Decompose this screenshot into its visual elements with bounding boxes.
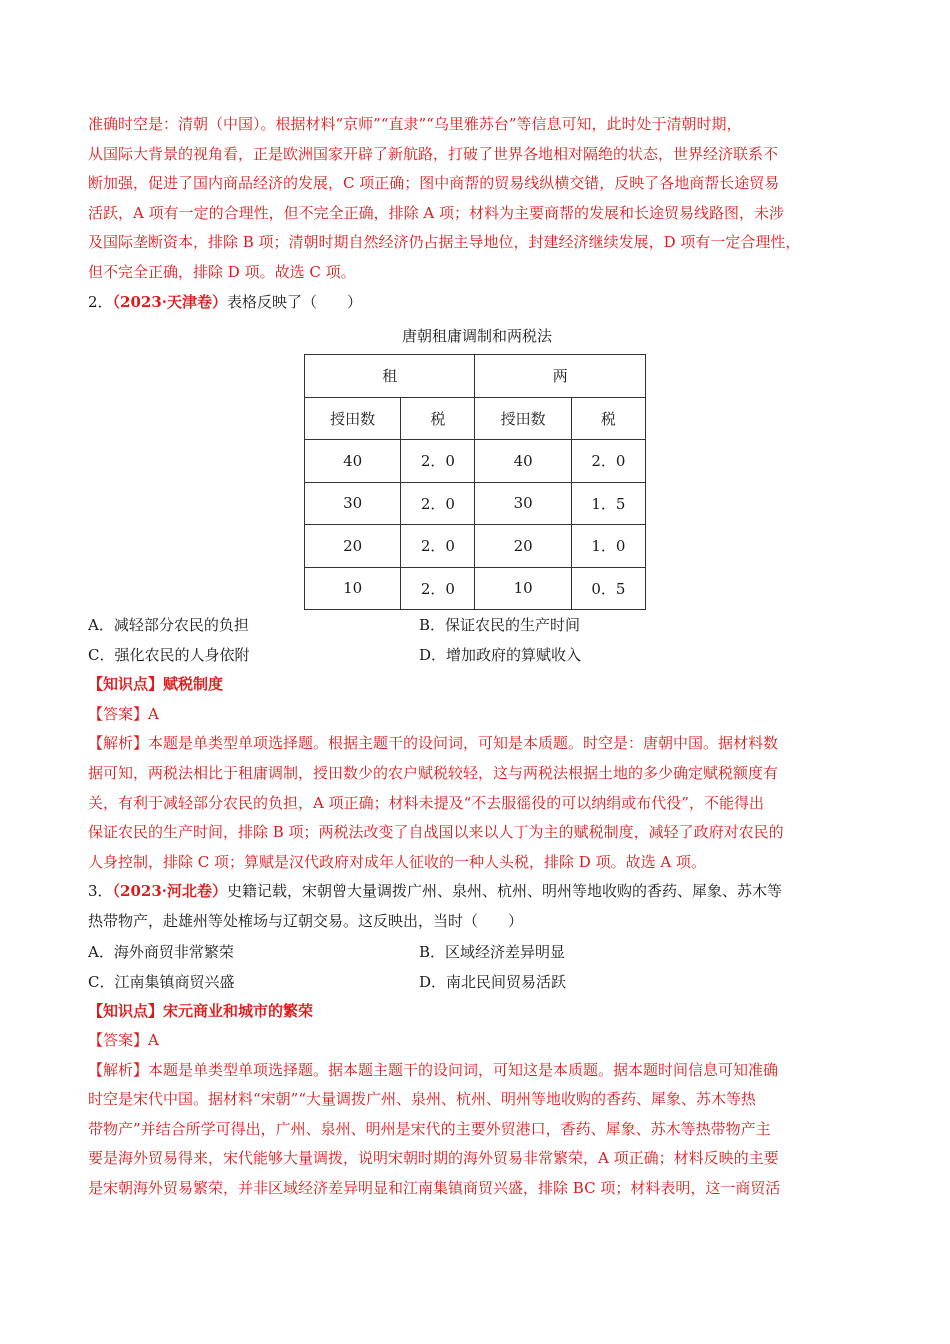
- table-row: [305, 525, 646, 568]
- table-cell: 1．0: [571, 525, 645, 568]
- table-title: 唐朝租庸调制和两税法: [401, 327, 552, 346]
- table-cell: 20: [305, 525, 401, 568]
- options-row: [88, 610, 866, 640]
- question-number: 2．: [88, 292, 113, 311]
- table-row: [305, 482, 646, 525]
- option-b[interactable]: B．保证农民的生产时间: [419, 616, 581, 635]
- table-cell: 40: [475, 440, 571, 483]
- table-cell: 30: [475, 482, 571, 525]
- analysis-line: 人身控制，排除 C 项；算赋是汉代政府对成年人征收的一种人头税，排除 D 项。故选 A 项。: [88, 852, 706, 871]
- table-cell: 2．0: [571, 440, 645, 483]
- analysis-line: 活跃，A 项有一定的合理性，但不完全正确，排除 A 项；材料为主要商帮的发展和长途贸易线路图，未涉: [88, 203, 784, 222]
- option-a[interactable]: A．减轻部分农民的负担: [88, 616, 249, 635]
- question-text: 表格反映了（ ）: [227, 292, 363, 311]
- table-col-header: 税: [571, 397, 645, 440]
- prev-analysis: [88, 110, 866, 288]
- table-cell: 40: [305, 440, 401, 483]
- table-col-header: 税: [401, 397, 475, 440]
- knowledge-point: [88, 670, 866, 700]
- answer-label: 【答案】: [88, 704, 149, 723]
- analysis-line: 关，有利于减轻部分农民的负担，A 项正确；材料未提及“不去服徭役的可以纳绢或布代役”，不能得出: [88, 793, 764, 812]
- analysis-line: 准确时空是：清朝（中国）。根据材料“京师”“直隶”“乌里雅苏台”等信息可知，此时处于清朝时期，: [88, 115, 742, 133]
- question-number: 3．: [88, 882, 113, 901]
- knowledge-label: 【知识点】: [88, 1001, 164, 1020]
- analysis-line: 及国际垄断资本，排除 B 项；清朝时期自然经济仍占据主导地位，封建经济继续发展，D 项有一定合理性，: [88, 233, 801, 252]
- option-d[interactable]: D．增加政府的算赋收入: [419, 646, 582, 665]
- answer: [88, 700, 866, 730]
- answer: [88, 1026, 866, 1056]
- analysis: [88, 1056, 866, 1204]
- table-cell: 30: [305, 482, 401, 525]
- analysis: [88, 729, 866, 877]
- table-cell: 0．5: [571, 567, 645, 610]
- document-page: [88, 110, 866, 1204]
- table-cell: 2．0: [401, 482, 475, 525]
- table-cell: 2．0: [401, 567, 475, 610]
- analysis-line: 但不完全正确，排除 D 项。故选 C 项。: [88, 262, 356, 281]
- analysis-line: 【解析】本题是单类型单项选择题。据本题主题干的设问词，可知这是本质题。据本题时间信息可知准确: [88, 1060, 779, 1079]
- knowledge-text: 赋税制度: [163, 675, 224, 694]
- knowledge-text: 宋元商业和城市的繁荣: [163, 1001, 314, 1020]
- table-cell: 10: [475, 567, 571, 610]
- answer-value: A: [148, 704, 159, 723]
- question-source: （2023·天津卷）: [112, 292, 228, 311]
- table-cell: 10: [305, 567, 401, 610]
- option-d[interactable]: D．南北民间贸易活跃: [419, 972, 567, 991]
- table-group-header-row: [305, 355, 646, 398]
- option-a[interactable]: A．海外商贸非常繁荣: [88, 942, 234, 961]
- analysis-line: 要是海外贸易得来，宋代能够大量调拨，说明宋朝时期的海外贸易非常繁荣，A 项正确；材料反映的主要: [88, 1149, 779, 1168]
- table-row: [305, 440, 646, 483]
- analysis-line: 【解析】本题是单类型单项选择题。根据主题干的设问词，可知是本质题。时空是：唐朝中国。据材料数: [88, 734, 779, 753]
- question-text: 史籍记载，宋朝曾大量调拨广州、泉州、杭州、明州等地收购的香药、犀象、苏木等: [227, 882, 783, 901]
- analysis-line: 是宋朝海外贸易繁荣，并非区域经济差异明显和江南集镇商贸兴盛，排除 BC 项；材料表明，这一商贸活: [88, 1179, 781, 1198]
- analysis-line: 时空是宋代中国。据材料“宋朝”“大量调拨广州、泉州、杭州、明州等地收购的香药、犀象、苏木等热: [88, 1090, 757, 1109]
- analysis-label: 【解析】: [88, 734, 149, 753]
- table-col-header: 授田数: [305, 397, 401, 440]
- table-cell: 2．0: [401, 525, 475, 568]
- question-3-stem-cont: 热带物产，赴雄州等处榷场与辽朝交易。这反映出，当时（ ）: [88, 911, 524, 930]
- option-b[interactable]: B．区域经济差异明显: [419, 942, 566, 961]
- analysis-label: 【解析】: [88, 1060, 149, 1079]
- question-3-stem: [88, 877, 866, 907]
- question-3: [88, 877, 866, 1203]
- question-2-stem: [88, 288, 866, 318]
- question-source: （2023·河北卷）: [112, 882, 228, 901]
- option-c[interactable]: C．江南集镇商贸兴盛: [88, 972, 235, 991]
- answer-value: A: [148, 1031, 159, 1050]
- analysis-line: 保证农民的生产时间，排除 B 项；两税法改变了自战国以来以人丁为主的赋税制度，减轻了政府对农民的: [88, 823, 784, 842]
- table-group-header: 两: [475, 355, 646, 398]
- answer-label: 【答案】: [88, 1031, 149, 1050]
- table-group-header: 租: [305, 355, 475, 398]
- knowledge-label: 【知识点】: [88, 675, 164, 694]
- table-cell: 2．0: [401, 440, 475, 483]
- analysis-line: 据可知，两税法相比于租庸调制，授田数少的农户赋税较轻，这与两税法根据土地的多少确定赋税额度有: [88, 763, 779, 782]
- analysis-line: 从国际大背景的视角看，正是欧洲国家开辟了新航路，打破了世界各地相对隔绝的状态，世界经济联系不: [88, 144, 779, 163]
- analysis-line: 断加强，促进了国内商品经济的发展，C 项正确；图中商帮的贸易线纵横交错，反映了各地商帮长途贸易: [88, 174, 780, 193]
- option-c[interactable]: C．强化农民的人身依附: [88, 646, 250, 665]
- tax-table: [304, 354, 646, 610]
- knowledge-point: [88, 997, 866, 1027]
- table-cell: 1．5: [571, 482, 645, 525]
- question-2: [88, 288, 866, 878]
- table-col-header-row: [305, 397, 646, 440]
- options-row: [88, 967, 866, 997]
- table-cell: 20: [475, 525, 571, 568]
- table-row: [305, 567, 646, 610]
- options-row: [88, 640, 866, 670]
- table-col-header: 授田数: [475, 397, 571, 440]
- options-row: [88, 937, 866, 967]
- analysis-line: 带物产”并结合所学可得出，广州、泉州、明州是宋代的主要外贸港口，香药、犀象、苏木等热带物产主: [88, 1119, 771, 1138]
